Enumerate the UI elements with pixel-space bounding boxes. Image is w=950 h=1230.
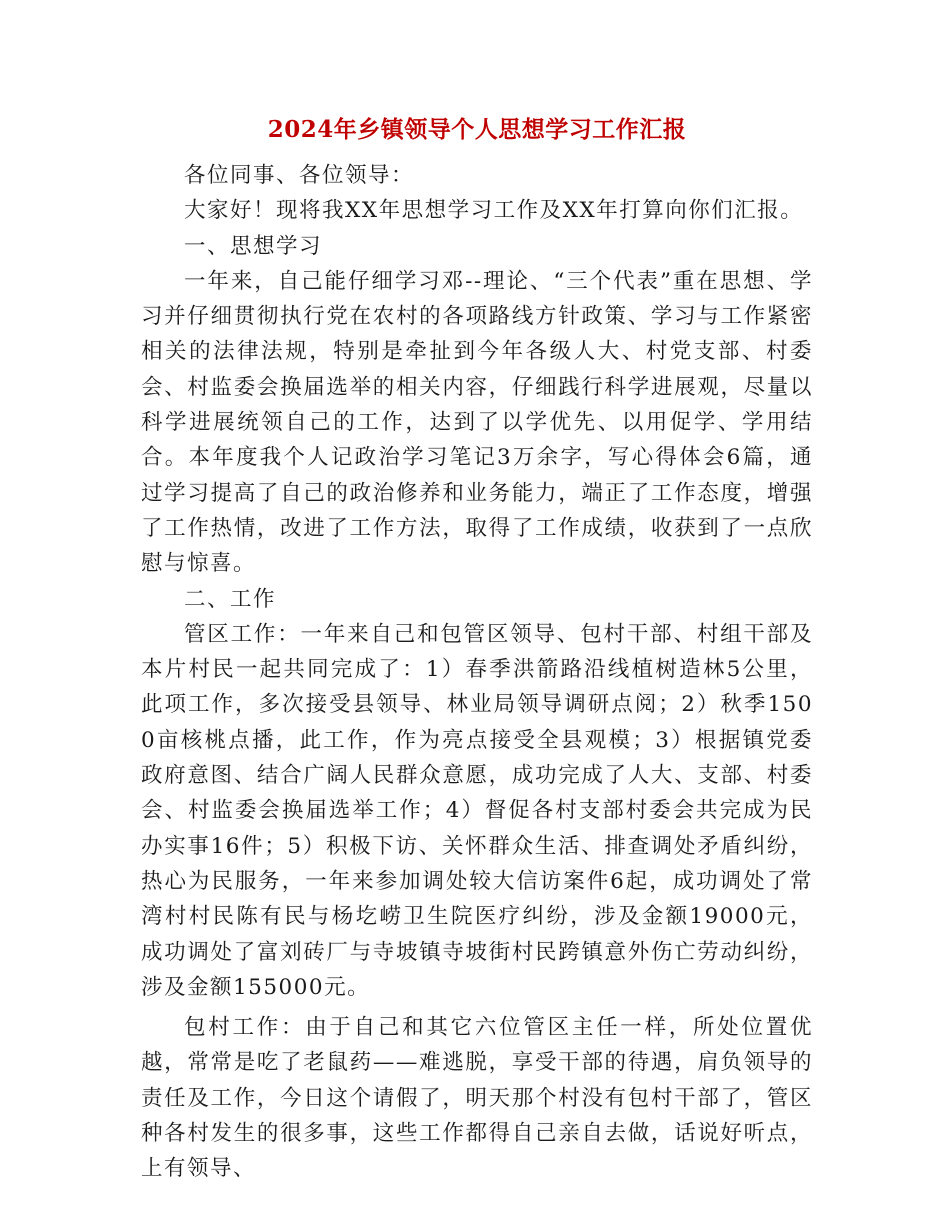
document-title: 2024年乡镇领导个人思想学习工作汇报 [267,116,687,143]
greeting-paragraph: 大家好！现将我XX年思想学习工作及XX年打算向你们汇报。 [184,198,804,224]
village-work-paragraph: 包村工作：由于自己和其它六位管区主任一样，所处位置优越，常常是吃了老鼠药——难逃脱，享受干部的待遇，肩负领导的责任及工作，今日这个请假了，明天那个村没有包村干部了，管区种各村发生的很多事，这些工作都得自己亲自去做，话说好听点，上有领导、 [141,1015,813,1182]
section-heading-thought-study: 一、思想学习 [184,233,323,259]
section-heading-work: 二、工作 [184,586,277,612]
document-page [141,112,813,1187]
salutation: 各位同事、各位领导： [184,163,415,188]
thought-study-paragraph: 一年来，自己能仔细学习邓--理论、“三个代表”重在思想、学习并仔细贯彻执行党在农村的各项路线方针政策、学习与工作紧密相关的法律法规，特别是牵扯到今年各级人大、村党支部、村委会、村监委会换届选举的相关内容，仔细践行科学进展观，尽量以科学进展统领自己的工作，达到了以学优先、以用促学、学用结合。本年度我个人记政治学习笔记3万余字，写心得体会6篇，通过学习提高了自己的政治修养和业务能力，端正了工作态度，增强了工作热情，改进了工作方法，取得了工作成绩，收获到了一点欣慰与惊喜。 [141,268,813,577]
district-work-paragraph: 管区工作：一年来自己和包管区领导、包村干部、村组干部及本片村民一起共同完成了：1）春季洪箭路沿线植树造林5公里，此项工作，多次接受县领导、林业局领导调研点阅；2）秋季1500亩核桃点播，此工作，作为亮点接受全县观模；3）根据镇党委政府意图、结合广阔人民群众意愿，成功完成了人大、支部、村委会、村监委会换届选举工作；4）督促各村支部村委会共完成为民办实事16件；5）积极下访、关怀群众生活、排查调处矛盾纠纷，热心为民服务，一年来参加调处较大信访案件6起，成功调处了常湾村村民陈有民与杨圪崂卫生院医疗纠纷，涉及金额19000元，成功调处了富刘砖厂与寺坡镇寺坡街村民跨镇意外伤亡劳动纠纷，涉及金额155000元。 [141,621,813,1000]
